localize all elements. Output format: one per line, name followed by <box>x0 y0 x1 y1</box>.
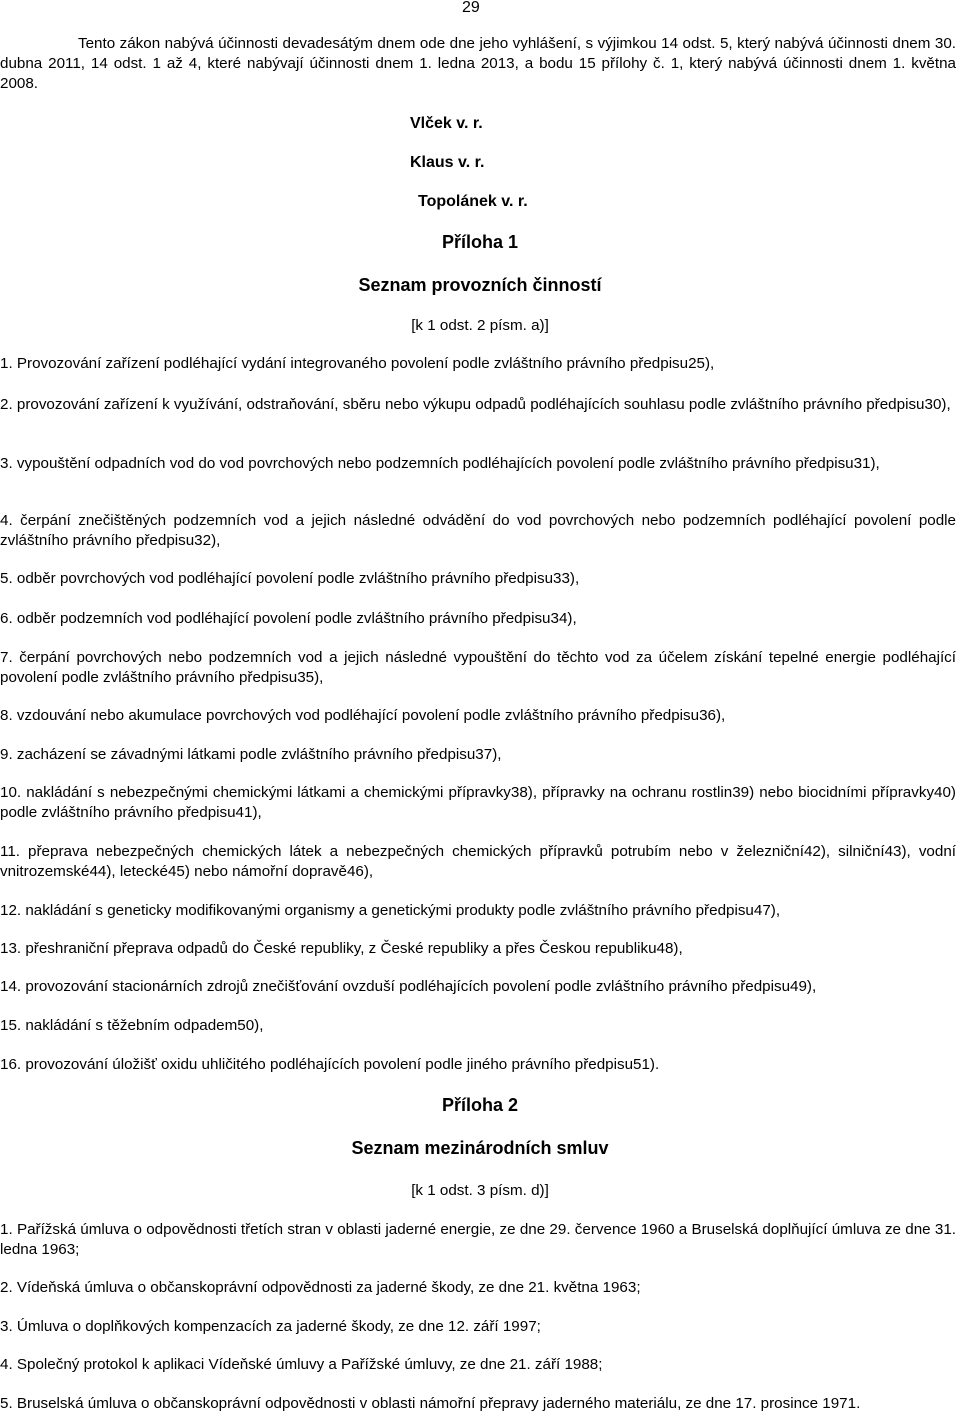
annex1-item: 5. odběr povrchových vod podléhající povolení podle zvláštního právního předpisu33), <box>0 570 580 587</box>
annex1-subtitle: Seznam provozních činností <box>358 275 602 295</box>
annex2-subtitle: Seznam mezinárodních smluv <box>351 1138 609 1158</box>
annex1-item: 2. provozování zařízení k využívání, odstraňování, sběru nebo výkupu odpadů podléhajících souhlasu podle zvláštního právního předpisu30), <box>0 396 951 413</box>
annex1-item: 12. nakládání s geneticky modifikovanými organismy a genetickými produkty podle zvláštního právního předpisu47), <box>0 902 781 919</box>
annex1-item: 14. provozování stacionárních zdrojů znečišťování ovzduší podléhajících povolení podle zvláštního právního předpisu49), <box>0 978 817 995</box>
signature-klaus: Klaus v. r. <box>410 154 485 171</box>
annex1-item: 16. provozování úložišť oxidu uhličitého podléhajících povolení podle jiného právního předpisu51). <box>0 1056 660 1073</box>
signature-vlcek: Vlček v. r. <box>410 115 483 132</box>
annex2-item: 1. Pařížská úmluva o odpovědnosti třetích stran v oblasti jaderné energie, ze dne 29. července 1960 a Bruselská doplňující úmluva ze dne 31. ledna 1963; <box>0 1221 956 1258</box>
annex1-item: 9. zacházení se závadnými látkami podle zvláštního právního předpisu37), <box>0 746 502 763</box>
signature-topolanek: Topolánek v. r. <box>418 193 528 210</box>
annex1-item: 6. odběr podzemních vod podléhající povolení podle zvláštního právního předpisu34), <box>0 610 577 627</box>
annex1-item: 15. nakládání s těžebním odpadem50), <box>0 1017 264 1034</box>
annex1-item: 13. přeshraniční přeprava odpadů do České republiky, z České republiky a přes Českou republiku48), <box>0 940 683 957</box>
annex2-title: Příloha 2 <box>441 1095 519 1115</box>
annex2-item: 2. Vídeňská úmluva o občanskoprávní odpovědnosti za jaderné škody, ze dne 21. května 1963; <box>0 1279 641 1296</box>
annex1-item: 3. vypouštění odpadních vod do vod povrchových nebo podzemních podléhajících povolení podle zvláštního právního předpisu31), <box>0 455 880 472</box>
annex1-item: 11. přeprava nebezpečných chemických látek a nebezpečných chemických přípravků potrubím nebo v železniční42), silniční43), vodní vnitrozemské44), letecké45) nebo námořní dopravě46), <box>0 843 956 880</box>
annex2-item: 3. Úmluva o doplňkových kompenzacích za jaderné škody, ze dne 12. září 1997; <box>0 1318 541 1335</box>
annex1-item: 10. nakládání s nebezpečnými chemickými látkami a chemickými přípravky38), přípravky na ochranu rostlin39) nebo biocidními přípravky40) podle zvláštního právního předpisu41), <box>0 784 956 821</box>
annex2-item: 5. Bruselská úmluva o občanskoprávní odpovědnosti v oblasti námořní přepravy jaderného materiálu, ze dne 17. prosince 1971. <box>0 1395 861 1412</box>
annex1-item: 1. Provozování zařízení podléhající vydání integrovaného povolení podle zvláštního právního předpisu25), <box>0 355 715 372</box>
annex1-title: Příloha 1 <box>441 232 519 252</box>
intro-paragraph: Tento zákon nabývá účinnosti devadesátým dnem ode dne jeho vyhlášení, s výjimkou 14 odst. 5, který nabývá účinnosti dnem 30. dubna 2011, 14 odst. 1 až 4, které nabývají účinnosti dnem 1. ledna 2013, a bodu 15 přílohy č. 1, který nabývá účinnosti dnem 1. května 2008. <box>0 35 956 92</box>
annex1-item: 8. vzdouvání nebo akumulace povrchových vod podléhající povolení podle zvláštního právního předpisu36), <box>0 707 726 724</box>
annex2-item: 4. Společný protokol k aplikaci Vídeňské úmluvy a Pařížské úmluvy, ze dne 21. září 1988; <box>0 1356 603 1373</box>
annex1-reference: [k 1 odst. 2 písm. a)] <box>411 317 549 334</box>
annex1-item: 7. čerpání povrchových nebo podzemních vod a jejich následné vypouštění do těchto vod za účelem získání tepelné energie podléhající povolení podle zvláštního právního předpisu35), <box>0 649 956 686</box>
annex2-reference: [k 1 odst. 3 písm. d)] <box>411 1182 549 1199</box>
annex1-item: 4. čerpání znečištěných podzemních vod a jejich následné odvádění do vod povrchových nebo podzemních podléhající povolení podle zvláštního právního předpisu32), <box>0 512 956 549</box>
page-number: 29 <box>462 0 480 16</box>
